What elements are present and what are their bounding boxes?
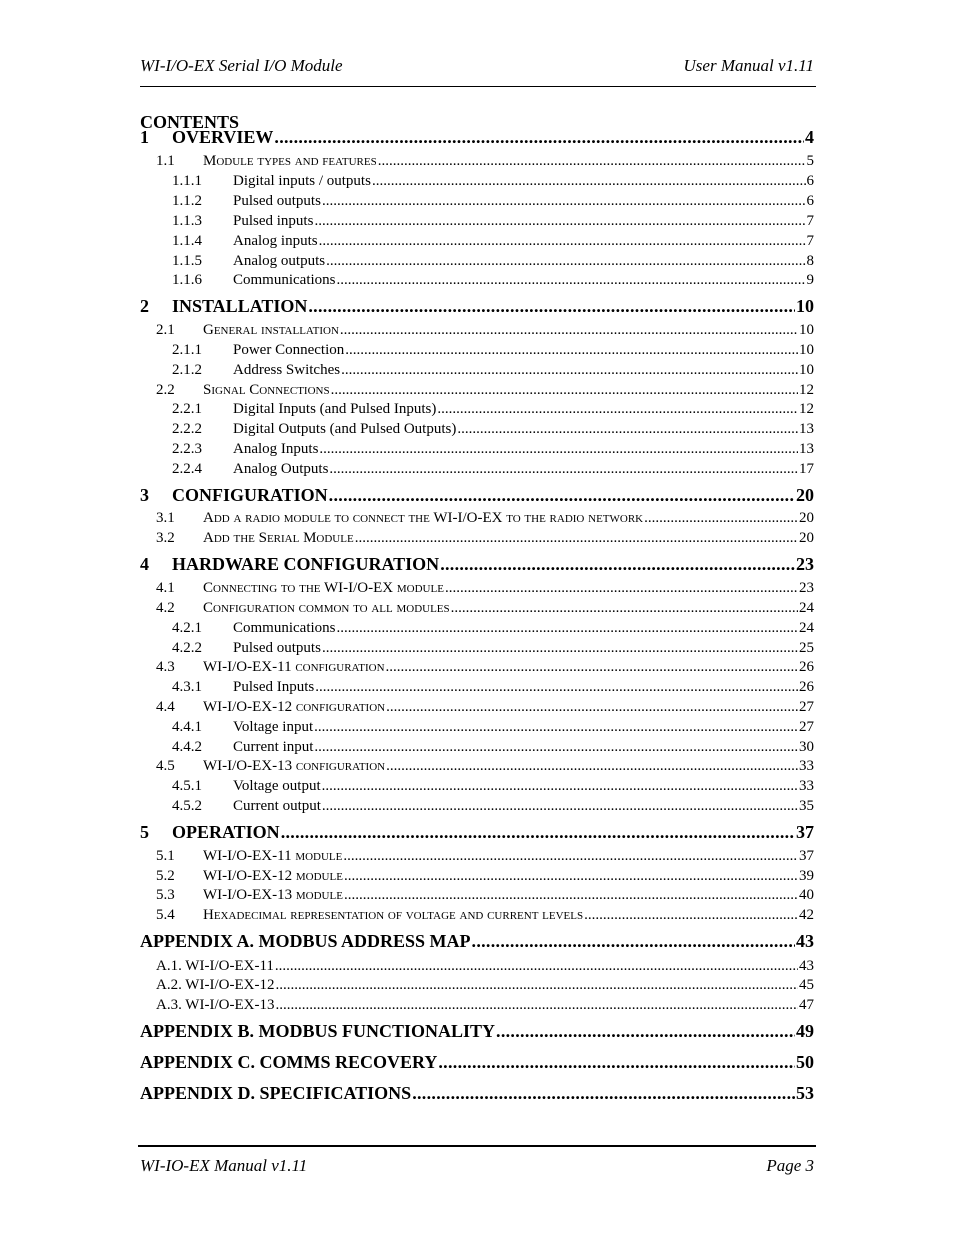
toc-entry[interactable] (172, 778, 814, 795)
toc-dot-leader (412, 1083, 795, 1104)
toc-dot-leader (345, 342, 798, 359)
toc-dot-leader (329, 461, 798, 478)
toc-entry-number: 2.2.4 (172, 461, 202, 477)
toc-entry-number: 4.3.1 (172, 679, 202, 695)
toc-entry[interactable] (172, 679, 814, 696)
toc-entry[interactable] (156, 868, 814, 885)
header-rule (140, 86, 816, 87)
toc-entry[interactable] (156, 848, 814, 865)
toc-dot-leader (644, 510, 798, 527)
toc-entry-page: 23 (796, 554, 814, 574)
toc-entry-title: A.2. WI-I/O-EX-12 (156, 977, 275, 993)
toc-entry[interactable] (172, 441, 814, 458)
toc-entry-page: 20 (799, 510, 814, 526)
toc-dot-leader (451, 600, 798, 617)
toc-dot-leader (386, 659, 798, 676)
toc-entry-number: 1.1.2 (172, 193, 202, 209)
toc-entry[interactable] (140, 485, 814, 506)
toc-entry-number: 4.4 (156, 699, 175, 715)
toc-entry-title: Voltage input (233, 719, 314, 735)
toc-entry-number: 4.2.1 (172, 620, 202, 636)
toc-entry-title: Analog inputs (233, 233, 318, 249)
toc-dot-leader (275, 958, 798, 975)
toc-entry[interactable] (172, 401, 814, 418)
toc-dot-leader (343, 848, 798, 865)
toc-entry-page: 17 (799, 461, 814, 477)
toc-entry-number: 4 (140, 554, 149, 574)
toc-entry-page: 40 (799, 887, 814, 903)
toc-dot-leader (355, 530, 798, 547)
toc-dot-leader (314, 719, 798, 736)
toc-entry-page: 4 (805, 127, 814, 147)
toc-entry-number: 4.5 (156, 758, 175, 774)
toc-entry-title: Analog Outputs (233, 461, 329, 477)
toc-entry[interactable] (156, 997, 814, 1014)
toc-entry-title: Pulsed Inputs (233, 679, 315, 695)
toc-dot-leader (322, 193, 806, 210)
toc-entry-page: 6 (806, 173, 814, 189)
toc-entry-page: 43 (796, 931, 814, 951)
toc-dot-leader (308, 296, 795, 317)
toc-entry-number: 2.2.3 (172, 441, 202, 457)
toc-entry-page: 30 (799, 739, 814, 755)
toc-dot-leader (445, 580, 798, 597)
toc-entry-page: 47 (799, 997, 814, 1013)
toc-entry-page: 12 (799, 401, 814, 417)
toc-entry[interactable] (156, 758, 814, 775)
page-header (140, 56, 816, 78)
toc-entry-page: 7 (806, 213, 814, 229)
toc-entry-title: APPENDIX D. SPECIFICATIONS (140, 1083, 412, 1103)
toc-entry-page: 24 (799, 620, 814, 636)
toc-entry[interactable] (172, 640, 814, 657)
toc-entry[interactable] (156, 580, 814, 597)
toc-dot-leader (378, 153, 806, 170)
toc-dot-leader (329, 485, 795, 506)
toc-entry[interactable] (172, 272, 814, 289)
toc-entry-title: Communications (233, 620, 336, 636)
toc-entry-title: Pulsed inputs (233, 213, 314, 229)
toc-entry-page: 43 (799, 958, 814, 974)
toc-entry-number: 4.5.1 (172, 778, 202, 794)
toc-entry-number: 1.1.6 (172, 272, 202, 288)
toc-entry-page: 39 (799, 868, 814, 884)
toc-dot-leader (337, 272, 806, 289)
toc-entry-page: 13 (799, 441, 814, 457)
toc-entry-number: 2 (140, 296, 149, 316)
toc-dot-leader (437, 401, 798, 418)
toc-entry-number: 1 (140, 127, 149, 147)
toc-entry[interactable] (156, 510, 814, 527)
toc-entry[interactable] (140, 931, 814, 952)
toc-entry-page: 10 (796, 296, 814, 316)
toc-dot-leader (274, 127, 804, 148)
toc-entry-title: Analog outputs (233, 253, 326, 269)
toc-entry-number: 1.1.4 (172, 233, 202, 249)
toc-dot-leader (386, 699, 798, 716)
toc-entry-title: WI-I/O-EX-13 configuration (203, 758, 386, 774)
toc-entry-number: 4.2.2 (172, 640, 202, 656)
footer-rule (138, 1145, 816, 1147)
toc-entry[interactable] (140, 1021, 814, 1042)
toc-dot-leader (322, 798, 798, 815)
toc-entry-page: 13 (799, 421, 814, 437)
toc-entry-title: APPENDIX C. COMMS RECOVERY (140, 1052, 438, 1072)
toc-entry-page: 23 (799, 580, 814, 596)
toc-entry-title: Configuration common to all modules (203, 600, 450, 616)
toc-entry-title: Hexadecimal representation of voltage and current levels (203, 907, 584, 923)
toc-entry-page: 33 (799, 758, 814, 774)
toc-entry-page: 27 (799, 719, 814, 735)
toc-dot-leader (322, 640, 798, 657)
toc-entry-number: 4.2 (156, 600, 175, 616)
toc-dot-leader (337, 620, 799, 637)
toc-entry[interactable] (156, 907, 814, 924)
toc-entry-title: Pulsed outputs (233, 193, 321, 209)
toc-entry-page: 10 (799, 322, 814, 338)
toc-entry-page: 26 (799, 679, 814, 695)
toc-entry-page: 37 (796, 822, 814, 842)
toc-entry[interactable] (156, 153, 814, 170)
toc-entry-page: 6 (806, 193, 814, 209)
toc-dot-leader (275, 977, 798, 994)
toc-entry-page: 53 (796, 1083, 814, 1103)
toc-entry-number: 5.3 (156, 887, 175, 903)
toc-dot-leader (457, 421, 798, 438)
toc-entry-title: WI-I/O-EX-11 configuration (203, 659, 385, 675)
toc-entry-number: 3.1 (156, 510, 175, 526)
toc-entry-title: WI-I/O-EX-12 configuration (203, 699, 386, 715)
toc-entry-title: Add a radio module to connect the WI-I/O-EX to the radio network (203, 510, 644, 526)
toc-entry-title: Analog Inputs (233, 441, 319, 457)
toc-dot-leader (341, 362, 798, 379)
toc-dot-leader (344, 868, 798, 885)
toc-entry[interactable] (172, 233, 814, 250)
toc-entry[interactable] (156, 659, 814, 676)
footer-page-number: Page 3 (766, 1156, 814, 1175)
toc-entry-number: 4.3 (156, 659, 175, 675)
toc-dot-leader (440, 554, 795, 575)
toc-entry-number: 4.1 (156, 580, 175, 596)
toc-entry-number: 5.4 (156, 907, 175, 923)
toc-entry-title: OPERATION (172, 822, 280, 842)
toc-entry-title: Power Connection (233, 342, 345, 358)
toc-entry-number: 3.2 (156, 530, 175, 546)
toc-entry-page: 45 (799, 977, 814, 993)
toc-dot-leader (319, 233, 806, 250)
toc-entry-number: 1.1.5 (172, 253, 202, 269)
toc-entry-page: 35 (799, 798, 814, 814)
toc-entry-number: 3 (140, 485, 149, 505)
toc-dot-leader (584, 907, 798, 924)
toc-entry-page: 10 (799, 362, 814, 378)
toc-dot-leader (275, 997, 798, 1014)
toc-entry[interactable] (172, 719, 814, 736)
toc-entry-title: APPENDIX A. MODBUS ADDRESS MAP (140, 931, 471, 951)
toc-entry-page: 12 (799, 382, 814, 398)
contents-title: CONTENTS (140, 112, 240, 132)
toc-dot-leader (314, 213, 805, 230)
toc-entry-number: 2.2 (156, 382, 175, 398)
toc-entry-number: 2.1.1 (172, 342, 202, 358)
toc-entry[interactable] (156, 382, 814, 399)
toc-entry[interactable] (140, 554, 814, 575)
toc-dot-leader (315, 679, 798, 696)
toc-entry-title: HARDWARE CONFIGURATION (172, 554, 440, 574)
toc-entry-number: 2.2.2 (172, 421, 202, 437)
toc-entry-title: Module types and features (203, 153, 377, 169)
toc-entry[interactable] (156, 699, 814, 716)
toc-dot-leader (386, 758, 798, 775)
toc-entry-page: 8 (806, 253, 814, 269)
toc-entry-title: Address Switches (233, 362, 341, 378)
toc-entry-number: 5.2 (156, 868, 175, 884)
toc-entry[interactable] (172, 213, 814, 230)
toc-entry[interactable] (140, 1083, 814, 1104)
toc-entry-title: WI-I/O-EX-13 module (203, 887, 343, 903)
toc-entry-number: 4.5.2 (172, 798, 202, 814)
toc-dot-leader (340, 322, 798, 339)
toc-entry-title: WI-I/O-EX-11 module (203, 848, 343, 864)
toc-entry[interactable] (140, 296, 814, 317)
toc-entry-page: 20 (796, 485, 814, 505)
toc-entry-title: Voltage output (233, 778, 321, 794)
toc-dot-leader (438, 1052, 795, 1073)
toc-entry-title: OVERVIEW (172, 127, 274, 147)
toc-entry-number: 4.4.1 (172, 719, 202, 735)
toc-entry-title: Current input (233, 739, 314, 755)
toc-entry-title: CONFIGURATION (172, 485, 328, 505)
toc-entry-title: A.3. WI-I/O-EX-13 (156, 997, 275, 1013)
header-manual-version: User Manual v1.11 (683, 56, 814, 75)
toc-entry[interactable] (156, 958, 814, 975)
toc-dot-leader (344, 887, 798, 904)
toc-entry-title: Digital inputs / outputs (233, 173, 371, 189)
toc-entry-page: 5 (806, 153, 814, 169)
toc-entry[interactable] (156, 977, 814, 994)
toc-entry-title: A.1. WI-I/O-EX-11 (156, 958, 274, 974)
toc-entry[interactable] (172, 342, 814, 359)
toc-entry-number: 2.1 (156, 322, 175, 338)
toc-entry-title: General installation (203, 322, 339, 338)
toc-dot-leader (314, 739, 798, 756)
toc-entry[interactable] (140, 1052, 814, 1073)
toc-entry[interactable] (156, 600, 814, 617)
toc-entry[interactable] (172, 798, 814, 815)
toc-entry[interactable] (172, 253, 814, 270)
toc-entry-page: 25 (799, 640, 814, 656)
toc-dot-leader (496, 1021, 795, 1042)
toc-entry-title: WI-I/O-EX-12 module (203, 868, 343, 884)
toc-entry-page: 33 (799, 778, 814, 794)
toc-dot-leader (331, 382, 798, 399)
toc-entry-page: 49 (796, 1021, 814, 1041)
toc-entry-number: 1.1.3 (172, 213, 202, 229)
toc-entry-page: 50 (796, 1052, 814, 1072)
toc-entry-page: 7 (806, 233, 814, 249)
toc-entry-page: 20 (799, 530, 814, 546)
toc-entry-number: 5.1 (156, 848, 175, 864)
toc-entry-number: 2.2.1 (172, 401, 202, 417)
toc-entry-title: Current output (233, 798, 321, 814)
toc-dot-leader (281, 822, 795, 843)
toc-entry-number: 1.1 (156, 153, 175, 169)
page-footer (140, 1156, 816, 1178)
toc-dot-leader (322, 778, 798, 795)
toc-entry-number: 5 (140, 822, 149, 842)
toc-entry-page: 26 (799, 659, 814, 675)
toc-entry-title: INSTALLATION (172, 296, 308, 316)
toc-entry[interactable] (172, 739, 814, 756)
footer-manual-name: WI-IO-EX Manual v1.11 (140, 1156, 308, 1175)
toc-entry-title: Signal Connections (203, 382, 330, 398)
toc-entry[interactable] (156, 530, 814, 547)
toc-entry[interactable] (172, 173, 814, 190)
toc-entry-page: 42 (799, 907, 814, 923)
toc-entry-title: Connecting to the WI-I/O-EX module (203, 580, 444, 596)
toc-entry-page: 24 (799, 600, 814, 616)
toc-entry[interactable] (172, 620, 814, 637)
toc-entry-page: 10 (799, 342, 814, 358)
toc-entry-title: Digital Outputs (and Pulsed Outputs) (233, 421, 457, 437)
toc-entry-title: Add the Serial Module (203, 530, 354, 546)
toc-dot-leader (472, 931, 795, 952)
toc-entry-page: 27 (799, 699, 814, 715)
toc-entry[interactable] (156, 887, 814, 904)
toc-entry-title: Digital Inputs (and Pulsed Inputs) (233, 401, 437, 417)
toc-entry[interactable] (172, 362, 814, 379)
toc-entry-title: APPENDIX B. MODBUS FUNCTIONALITY (140, 1021, 496, 1041)
toc-entry[interactable] (140, 127, 814, 148)
toc-dot-leader (326, 253, 805, 270)
toc-entry-title: Pulsed outputs (233, 640, 321, 656)
toc-entry[interactable] (140, 822, 814, 843)
toc-entry-page: 9 (806, 272, 814, 288)
toc-dot-leader (319, 441, 798, 458)
toc-entry-number: 2.1.2 (172, 362, 202, 378)
header-document-title: WI-I/O-EX Serial I/O Module (140, 56, 343, 75)
toc-entry[interactable] (156, 322, 814, 339)
toc-entry[interactable] (172, 193, 814, 210)
toc-dot-leader (372, 173, 806, 190)
toc-entry[interactable] (172, 461, 814, 478)
toc-entry-number: 1.1.1 (172, 173, 202, 189)
toc-entry[interactable] (172, 421, 814, 438)
toc-entry-number: 4.4.2 (172, 739, 202, 755)
toc-entry-title: Communications (233, 272, 336, 288)
toc-entry-page: 37 (799, 848, 814, 864)
